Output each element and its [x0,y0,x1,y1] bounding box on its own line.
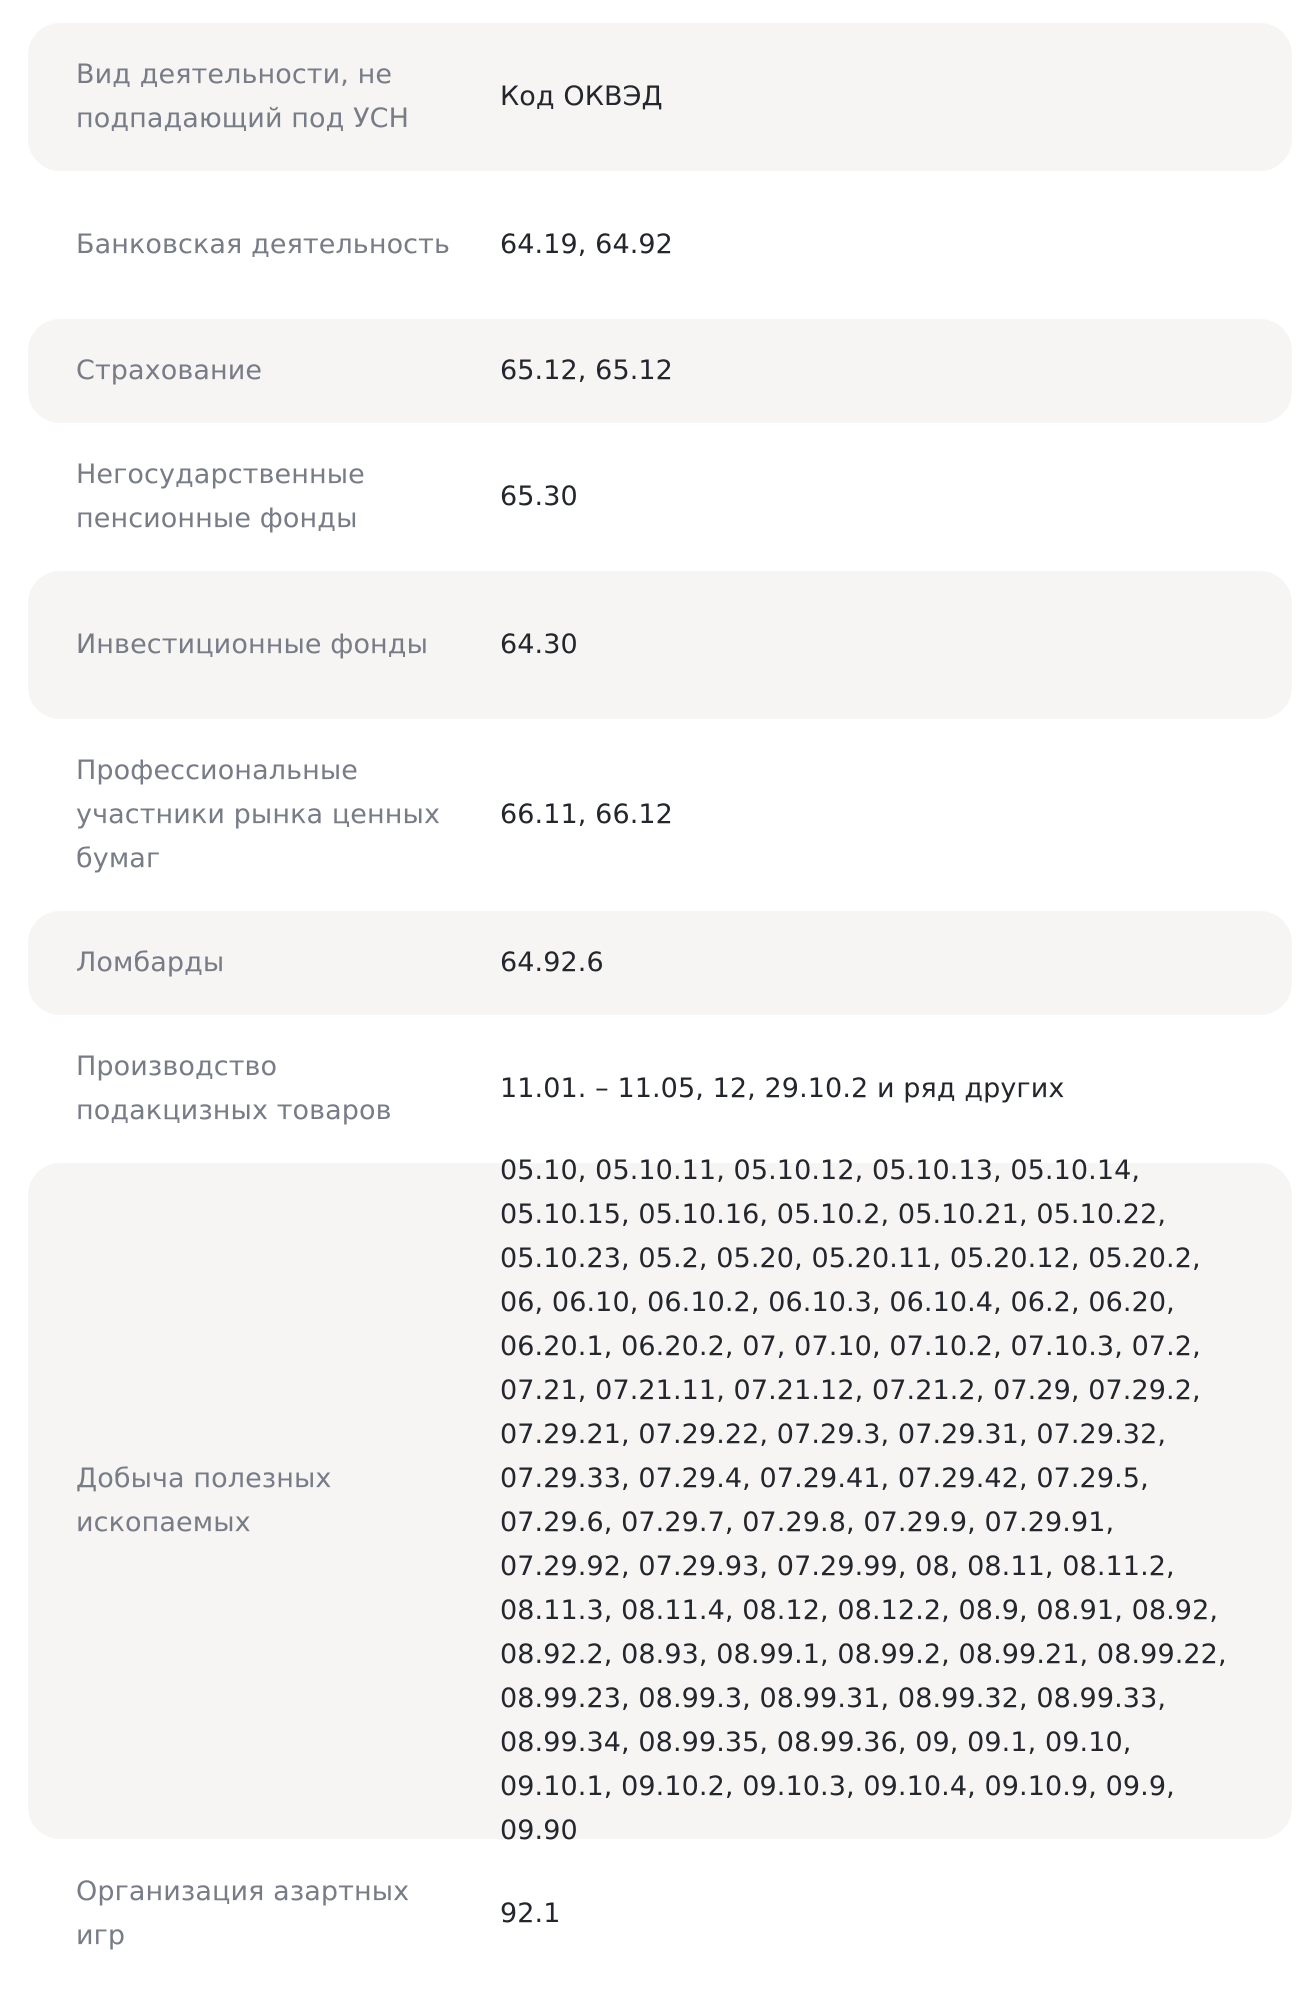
table-header-row [28,23,1292,171]
code-cell: 11.01. – 11.05, 12, 29.10.2 и ряд других [500,1073,1065,1104]
activity-cell: Производство подакцизных товаров [76,1051,392,1126]
code-cell: 66.11, 66.12 [500,799,673,830]
table-row [28,1839,1292,1989]
activity-cell: Ломбарды [76,947,225,978]
activity-cell: Инвестиционные фонды [76,629,428,660]
table-row [28,423,1292,571]
table-row [28,719,1292,911]
activity-cell: Страхование [76,355,263,386]
table-row [28,1015,1292,1163]
table-row [28,1155,1292,1846]
code-cell: 05.10, 05.10.11, 05.10.12, 05.10.13, 05.10.14, 05.10.15, 05.10.16, 05.10.2, 05.10.21, 05.10.22, 05.10.23, 05.2, 05.20, 05.20.11, 05.20.12, 05.20.2, 06, 06.10, 06.10.2, 06.10.3, 06.10.4, 06.2, 06.20, 06.20.1, 06.20.2, 07, 07.10, 07.10.2, 07.10.3, 07.2, 07.21, 07.21.11, 07.21.12, 07.21.2, 07.29, 07.29.2, 07.29.21, 07.29.22, 07.29.3, 07.29.31, 07.29.32, 07.29.33, 07.29.4, 07.29.41, 07.29.42, 07.29.5, 07.29.6, 07.29.7, 07.29.8, 07.29.9, 07.29.91, 07.29.92, 07.29.93, 07.29.99, 08, 08.11, 08.11.2, 08.11.3, 08.11.4, 08.12, 08.12.2, 08.9, 08.91, 08.92, 08.92.2, 08.93, 08.99.1, 08.99.2, 08.99.21, 08.99.22, 08.99.23, 08.99.3, 08.99.31, 08.99.32, 08.99.33, 08.99.34, 08.99.35, 08.99.36, 09, 09.1, 09.10, 09.10.1, 09.10.2, 09.10.3, 09.10.4, 09.10.9, 09.9, 09.90 [500,1155,1227,1846]
table-row [28,571,1292,719]
activity-cell: Добыча полезных ископаемых [76,1463,332,1538]
code-cell: 64.30 [500,629,578,660]
header-activity: Вид деятельности, не подпадающий под УСН [76,59,410,134]
code-cell: 92.1 [500,1898,561,1929]
table-row [28,911,1292,1015]
activity-cell: Организация азартных игр [76,1876,410,1951]
code-cell: 64.19, 64.92 [500,229,673,260]
header-code: Код ОКВЭД [500,81,663,112]
okved-table [28,23,1292,1989]
code-cell: 64.92.6 [500,947,604,978]
table-row [28,319,1292,423]
activity-cell: Банковская деятельность [76,229,450,260]
code-cell: 65.30 [500,481,578,512]
code-cell: 65.12, 65.12 [500,355,673,386]
activity-cell: Негосударственные пенсионные фонды [76,459,365,534]
table-row [28,171,1292,319]
activity-cell: Профессиональные участники рынка ценных бумаг [76,755,441,874]
